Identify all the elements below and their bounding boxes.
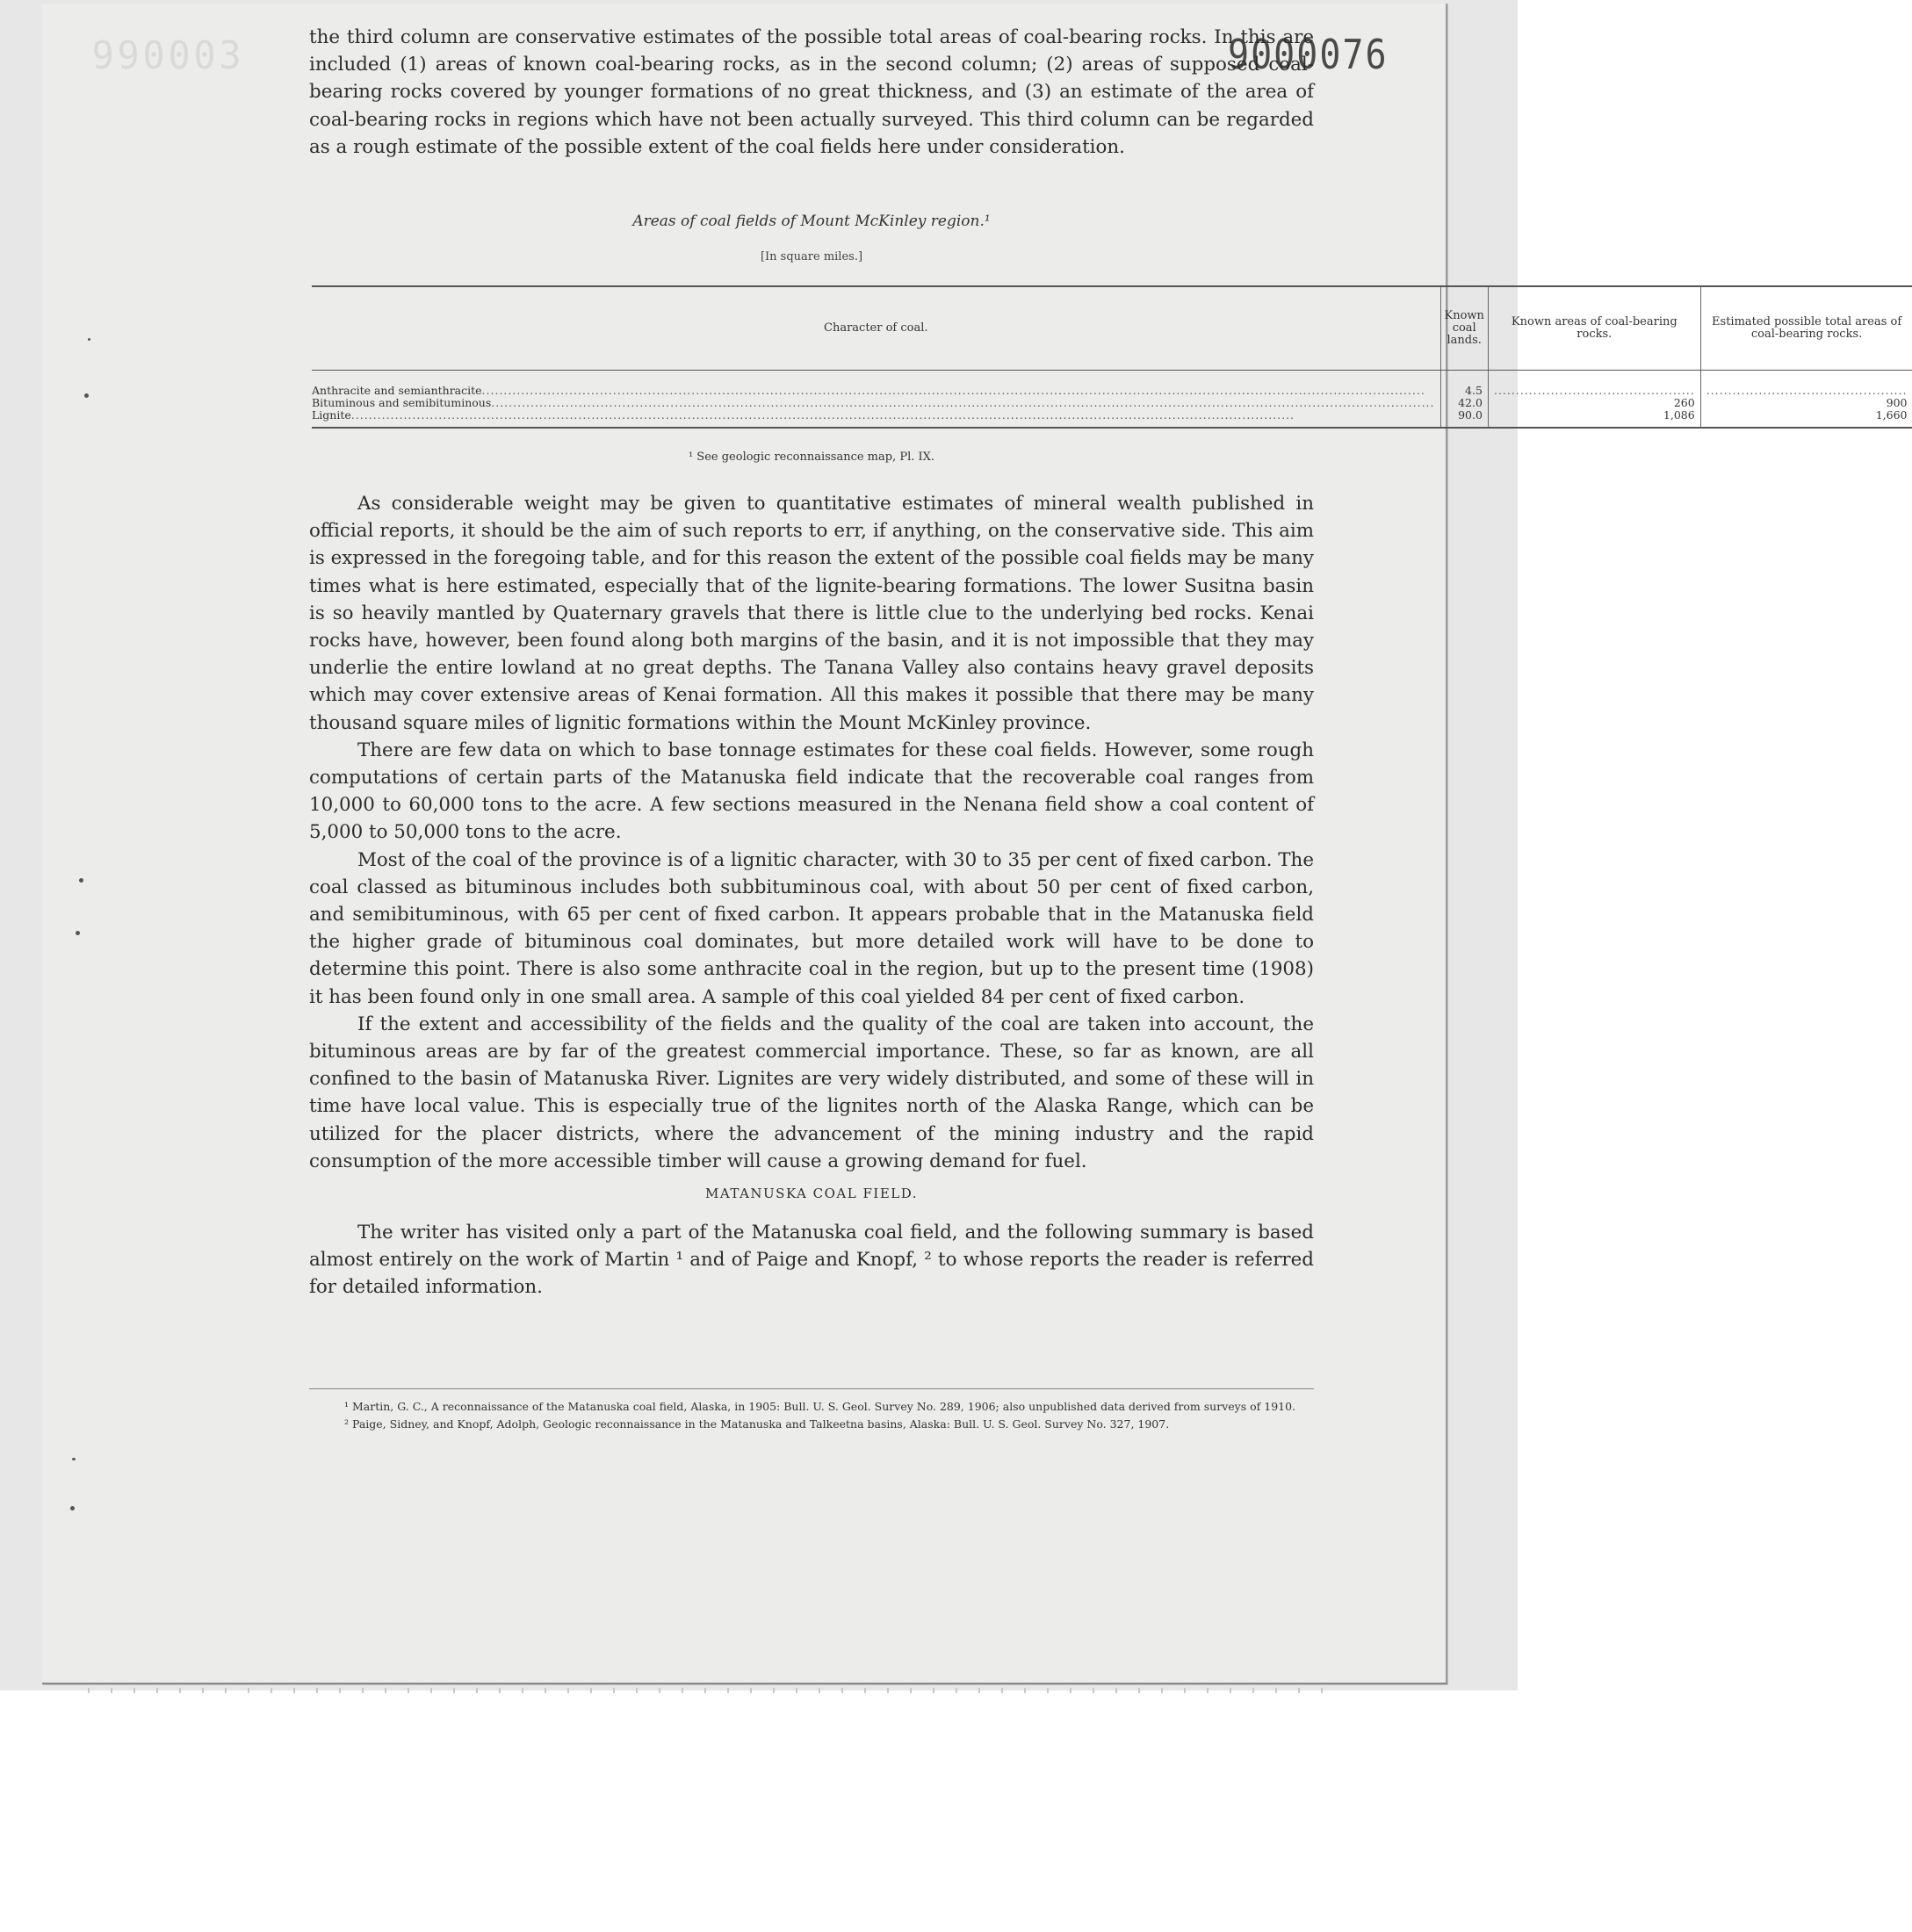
cell-known-areas: 260 (1488, 397, 1700, 409)
table-header-row (312, 286, 1912, 371)
table-row: Bituminous and semibituminous ........................................................................................................................................................................................................................ 42.0 260 900 (312, 397, 1912, 409)
cell-known-areas: 1,086 (1488, 409, 1700, 428)
row-label: Bituminous and semibituminous (312, 396, 492, 409)
margin-speck (88, 338, 90, 341)
table-row: Lignite ........................................................................................................................................................................................................................ 90.0 1,086 1,660 (312, 409, 1912, 428)
paragraph: The writer has visited only a part of the Matanuska coal field, and the following summary is based almost entirely on the work of Martin ¹ and of Paige and Knopf, ² to whose reports the reader is referred for detailed information. (309, 1222, 1314, 1299)
cell-known-lands: 42.0 (1440, 397, 1488, 409)
footnote: ² Paige, Sidney, and Knopf, Adolph, Geologic reconnaissance in the Matanuska and Talkeetna basins, Alaska: Bull. U. S. Geol. Survey No. 327, 1907. (344, 1417, 1170, 1431)
row-label: Lignite (312, 408, 351, 422)
margin-speck (76, 931, 80, 935)
paragraph: Most of the coal of the province is of a lignitic character, with 30 to 35 per cent of fixed carbon. The coal classed as bituminous includes both subbituminous coal, with about 50 per cent of fixed carbon, and semibituminous, with 65 per cent of fixed carbon. It appears probable that in the Matanuska field the higher grade of bituminous coal dominates, but more detailed work will have to be done to determine this point. There is also some anthracite coal in the region, but up to the present time (1908) it has been found only in one small area. A sample of this coal yielded 84 per cent of fixed carbon. (309, 848, 1314, 1008)
main-text (309, 490, 1314, 1301)
cell-estimated: 1,660 (1700, 409, 1912, 428)
table-row: Anthracite and semianthracite ........................................................................................................................................................................................................................ 4.5 .............................................. .............................................. (312, 371, 1912, 398)
row-label: Anthracite and semianthracite (312, 384, 482, 397)
bleed-through-stamp: 990003 (91, 33, 245, 78)
scan-edge-marks (88, 1688, 1335, 1693)
column-header: Estimated possible total areas of coal-bearing rocks. (1700, 286, 1912, 371)
table-subtitle: [In square miles.] (760, 250, 863, 263)
coal-areas-table (312, 285, 1908, 429)
page-stamp-number: 9000076 (1228, 32, 1389, 79)
footnote: ¹ Martin, G. C., A reconnaissance of the Matanuska coal field, Alaska, in 1905: Bull. U. S. Geol. Survey No. 289, 1906; also unpublished data derived from surveys of 1910. (344, 1400, 1296, 1413)
cell-known-lands: 4.5 (1440, 371, 1488, 398)
margin-speck (79, 878, 83, 883)
paragraph: If the extent and accessibility of the fields and the quality of the coal are taken into account, the bituminous areas are by far of the greatest commercial importance. These, so far as known, are all confined to the basin of Matanuska River. Lignites are very widely distributed, and some of these will in time have local value. This is especially true of the lignites north of the Alaska Range, which can be utilized for the placer districts, where the advancement of the mining industry and the rapid consumption of the more accessible timber will cause a growing demand for fuel. (309, 1013, 1314, 1172)
paragraph: There are few data on which to base tonnage estimates for these coal fields. However, some rough computations of certain parts of the Matanuska field indicate that the recoverable coal ranges from 10,000 to 60,000 tons to the acre. A few sections measured in the Nenana field show a coal content of 5,000 to 50,000 tons to the acre. (309, 739, 1314, 844)
intro-block (309, 24, 1314, 161)
margin-speck (72, 1458, 76, 1460)
paragraph: As considerable weight may be given to quantitative estimates of mineral wealth published in official reports, it should be the aim of such reports to err, if anything, on the conservative side. This aim is expressed in the foregoing table, and for this reason the extent of the possible coal fields may be many times what is here estimated, especially that of the lignite-bearing formations. The lower Susitna basin is so heavily mantled by Quaternary gravels that there is little clue to the underlying bed rocks. Kenai rocks have, however, been found along both margins of the basin, and it is not impossible that they may underlie the entire lowland at no great depths. The Tanana Valley also contains heavy gravel deposits which may cover extensive areas of Kenai formation. All this makes it possible that there may be many thousand square miles of lignitic formations within the Mount McKinley province. (309, 493, 1314, 734)
table-footnote: ¹ See geologic reconnaissance map, Pl. IX. (688, 451, 935, 464)
intro-paragraph: the third column are conservative estimates of the possible total areas of coal-bearing rocks. In this are included (1) areas of known coal-bearing rocks, as in the second column; (2) areas of supposed coal-bearing rocks covered by younger formations of no great thickness, and (3) an estimate of the area of coal-bearing rocks in regions which have not been actually surveyed. This third column can be regarded as a rough estimate of the possible extent of the coal fields here under consideration. (309, 26, 1314, 158)
margin-speck (70, 1506, 75, 1510)
column-header: Known coal lands. (1440, 286, 1488, 371)
column-header: Known areas of coal-bearing rocks. (1488, 286, 1700, 371)
column-header: Character of coal. (312, 286, 1440, 371)
table-title: Areas of coal fields of Mount McKinley region.¹ (632, 213, 991, 230)
cell-known-lands: 90.0 (1440, 409, 1488, 428)
section-heading: MATANUSKA COAL FIELD. (705, 1186, 918, 1202)
footnotes (309, 1398, 1314, 1433)
cell-estimated: 900 (1700, 397, 1912, 409)
footnote-rule (309, 1388, 1314, 1389)
margin-speck (84, 393, 89, 398)
